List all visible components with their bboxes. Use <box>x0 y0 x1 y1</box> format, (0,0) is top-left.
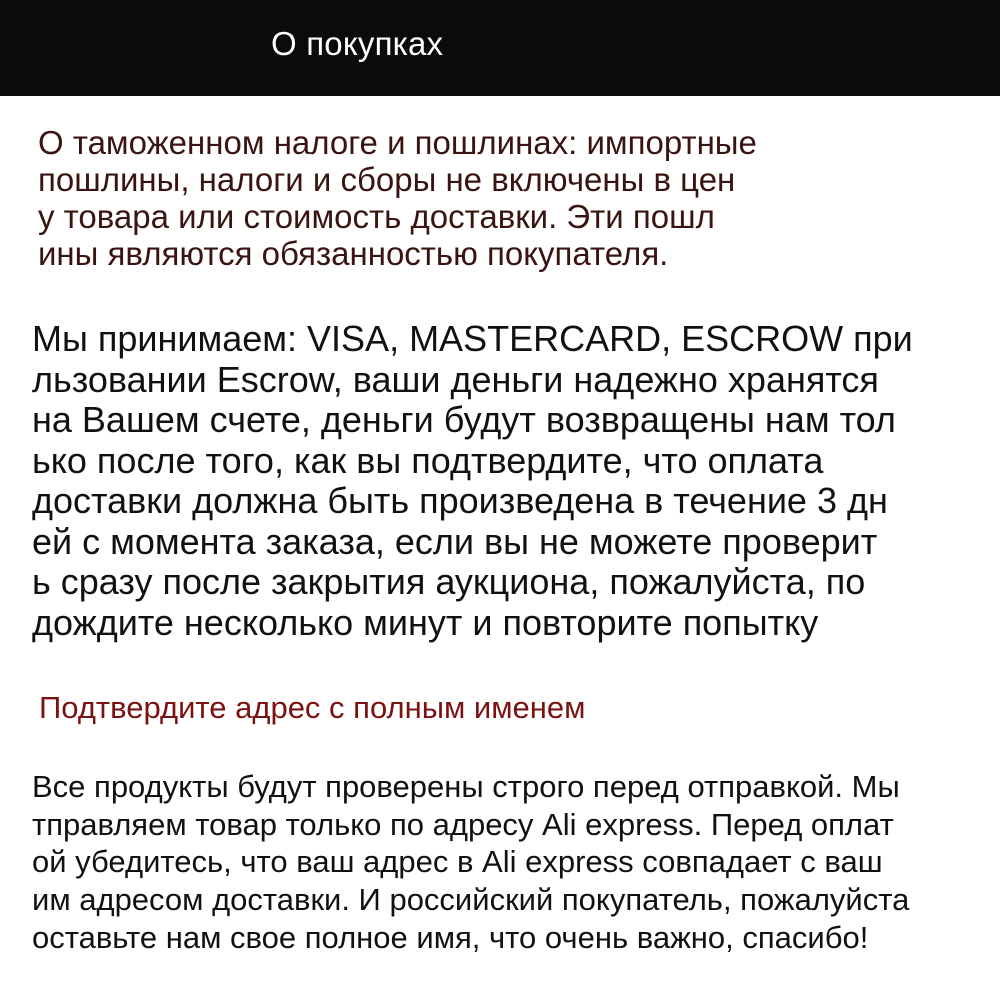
customs-line: ины являются обязанностью покупателя. <box>38 235 669 272</box>
customs-line: О таможенном налоге и пошлинах: импортные <box>38 124 757 161</box>
products-line: им адресом доставки. И российский покупатель, пожалуйста <box>32 882 910 918</box>
customs-line: пошлины, налоги и сборы не включены в цен <box>38 161 736 198</box>
payment-line: доставки должна быть произведена в течение 3 дн <box>32 480 888 521</box>
products-line: оставьте нам свое полное имя, что очень важно, спасибо! <box>32 919 869 955</box>
payment-line: льзовании Escrow, ваши деньги надежно хранятся <box>32 358 879 400</box>
products-info <box>32 768 909 957</box>
products-line: ой убедитесь, что ваш адрес в Ali express совпадает с ваш <box>32 844 883 880</box>
payment-line: Мы принимаем: VISA, MASTERCARD, ESCROW при <box>32 318 913 359</box>
customs-line: у товара или стоимость доставки. Эти пошл <box>38 198 715 235</box>
payment-info <box>32 319 913 643</box>
payment-line: на Вашем счете, деньги будут возвращены нам тол <box>32 399 896 440</box>
header-bar <box>0 0 1000 96</box>
payment-line: ь сразу после закрытия аукциона, пожалуйста, по <box>32 561 866 602</box>
customs-notice <box>38 124 757 272</box>
payment-line: ько после того, как вы подтвердите, что оплата <box>32 439 824 481</box>
products-line: тправляем товар только по адресу Ali express. Перед оплат <box>32 806 894 842</box>
payment-line: дождите несколько минут и повторите попытку <box>32 601 819 643</box>
products-line: Все продукты будут проверены строго перед отправкой. Мы <box>32 769 900 804</box>
payment-line: ей с момента заказа, если вы не можете проверит <box>32 520 878 562</box>
page-title: О покупках <box>271 25 444 62</box>
confirm-address-heading: Подтвердите адрес с полным именем <box>39 690 586 725</box>
